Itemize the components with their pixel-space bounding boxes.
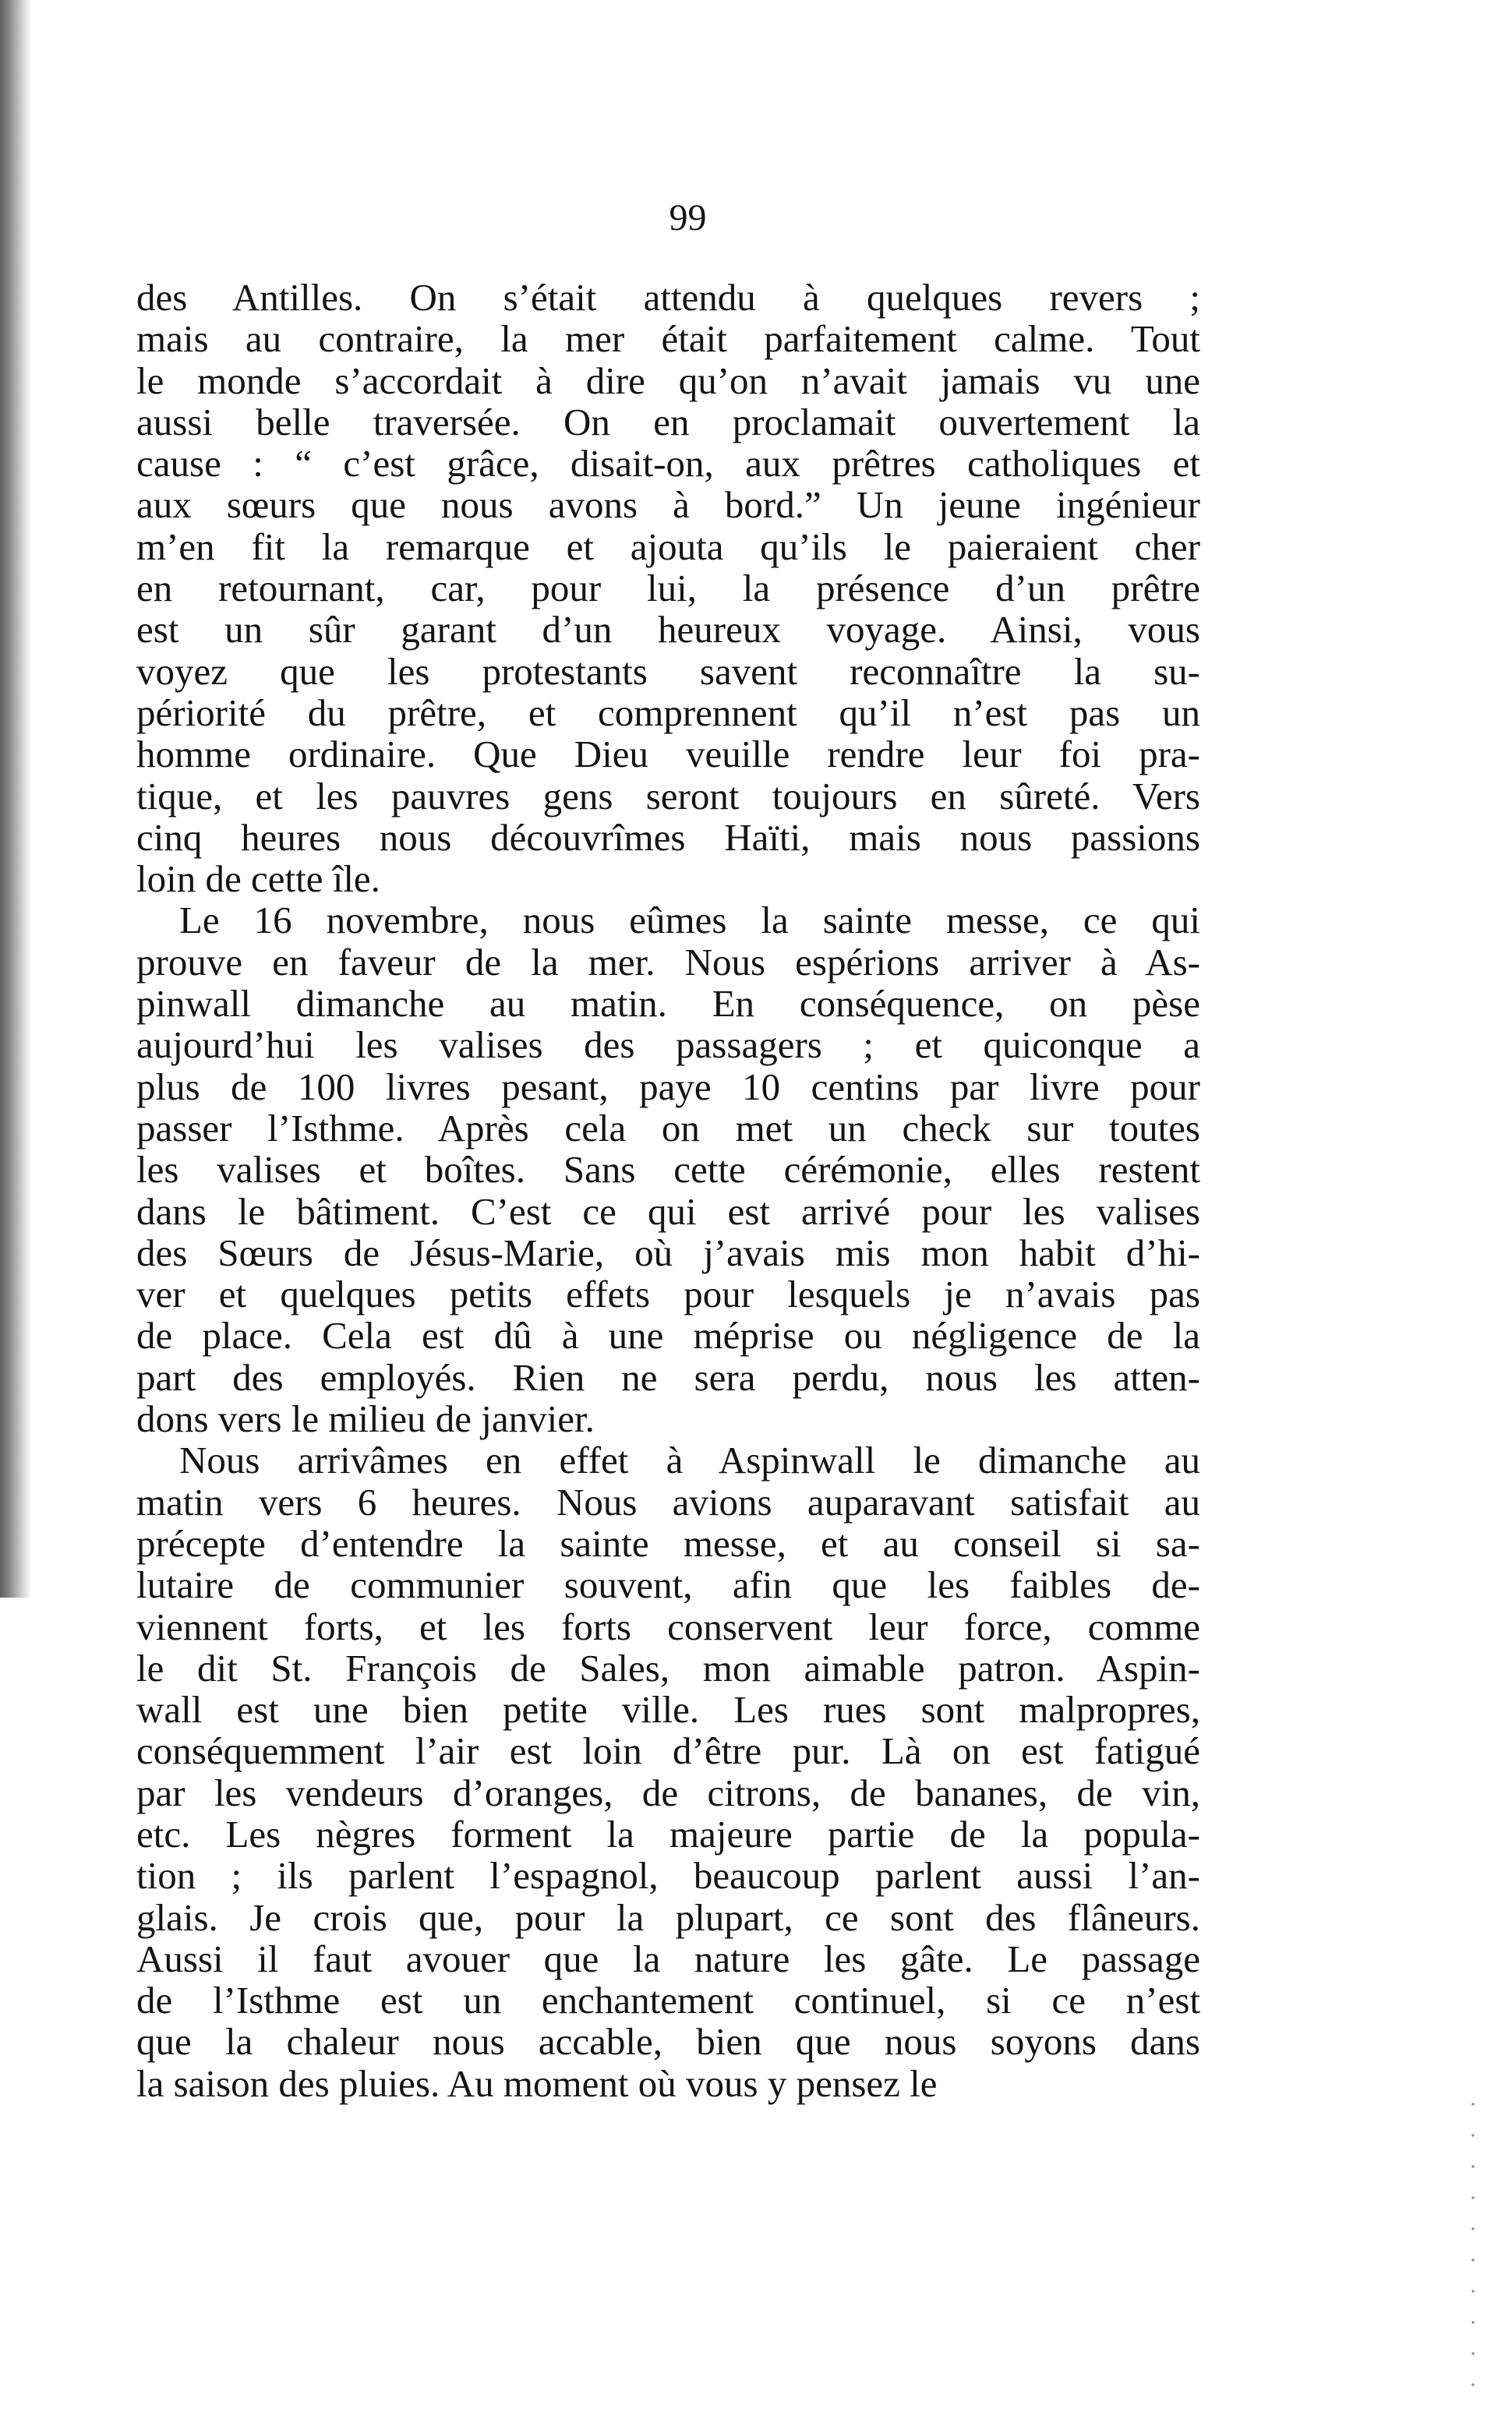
text-line: cinq heures nous découvrîmes Haïti, mais nous passions xyxy=(136,815,1200,859)
text-line: tion ; ils parlent l’espagnol, beaucoup parlent aussi l’an- xyxy=(136,1854,1200,1898)
text-line: aux sœurs que nous avons à bord.” Un jeune ingénieur xyxy=(136,483,1200,527)
text-line: des Sœurs de Jésus-Marie, où j’avais mis mon habit d’hi- xyxy=(136,1231,1200,1274)
text-line: mais au contraire, la mer était parfaitement calme. Tout xyxy=(136,317,1200,361)
text-line: conséquemment l’air est loin d’être pur. Là on est fatigué xyxy=(136,1729,1200,1773)
text-line: viennent forts, et les forts conservent leur force, comme xyxy=(136,1605,1200,1648)
text-line: glais. Je crois que, pour la plupart, ce sont des flâneurs. xyxy=(136,1895,1200,1939)
text-line: lutaire de communier souvent, afin que les faibles de- xyxy=(136,1563,1200,1607)
text-line: voyez que les protestants savent reconnaître la su- xyxy=(136,649,1200,693)
paragraph xyxy=(136,1439,1200,2104)
text-line: dans le bâtiment. C’est ce qui est arrivé pour les valises xyxy=(136,1189,1200,1233)
text-line: de l’Isthme est un enchantement continuel, si ce n’est xyxy=(136,1979,1200,2022)
text-line: loin de cette île. xyxy=(136,857,380,901)
text-line: périorité du prêtre, et comprennent qu’il n’est pas un xyxy=(136,690,1200,734)
text-line: ver et quelques petits effets pour lesquels je n’avais pas xyxy=(136,1273,1200,1316)
text-line: pinwall dimanche au matin. En conséquence, on pèse xyxy=(136,982,1200,1026)
text-line: aujourd’hui les valises des passagers ; et quiconque a xyxy=(136,1023,1200,1067)
text-line: part des employés. Rien ne sera perdu, nous les atten- xyxy=(136,1355,1200,1399)
text-line: en retournant, car, pour lui, la présence d’un prêtre xyxy=(136,567,1200,610)
paragraph xyxy=(136,277,1200,899)
text-line: le monde s’accordait à dire qu’on n’avait jamais vu une xyxy=(136,358,1200,402)
text-line: cause : “ c’est grâce, disait-on, aux prêtres catholiques et xyxy=(136,442,1200,486)
text-line: précepte d’entendre la sainte messe, et au conseil si sa- xyxy=(136,1521,1200,1565)
text-line: Le 16 novembre, nous eûmes la sainte messe, ce qui xyxy=(179,899,1200,942)
text-line: tique, et les pauvres gens seront toujours en sûreté. Vers xyxy=(136,774,1200,818)
text-line: des Antilles. On s’était attendu à quelques revers ; xyxy=(136,276,1200,319)
page-number: 99 xyxy=(669,197,707,238)
text-line: passer l’Isthme. Après cela on met un check sur toutes xyxy=(136,1106,1200,1149)
text-line: Nous arrivâmes en effet à Aspinwall le dimanche au xyxy=(179,1439,1200,1482)
text-line: est un sûr garant d’un heureux voyage. Ainsi, vous xyxy=(136,608,1200,652)
text-line: etc. Les nègres forment la majeure partie de la popula- xyxy=(136,1812,1200,1856)
text-line: m’en fit la remarque et ajouta qu’ils le paieraient cher xyxy=(136,524,1200,568)
text-line: le dit St. François de Sales, mon aimable patron. Aspin- xyxy=(136,1646,1200,1690)
text-line: matin vers 6 heures. Nous avions auparavant satisfait au xyxy=(136,1480,1200,1524)
text-line: homme ordinaire. Que Dieu veuille rendre leur foi pra- xyxy=(136,733,1200,776)
text-body xyxy=(136,277,1200,2104)
text-line: de place. Cela est dû à une méprise ou négligence de la xyxy=(136,1314,1200,1358)
margin-specks xyxy=(1465,2089,1481,2400)
text-line: la saison des pluies. Au moment où vous y pensez le xyxy=(136,2061,938,2105)
text-line: par les vendeurs d’oranges, de citrons, de bananes, de vin, xyxy=(136,1771,1200,1814)
paragraph xyxy=(136,899,1200,1439)
text-line: les valises et boîtes. Sans cette cérémonie, elles restent xyxy=(136,1148,1200,1192)
text-line: prouve en faveur de la mer. Nous espérions arriver à As- xyxy=(136,940,1200,984)
text-line: wall est une bien petite ville. Les rues sont malpropres, xyxy=(136,1688,1200,1732)
text-line: que la chaleur nous accable, bien que nous soyons dans xyxy=(136,2020,1200,2064)
text-line: aussi belle traversée. On en proclamait ouvertement la xyxy=(136,400,1200,443)
text-line: plus de 100 livres pesant, paye 10 centins par livre pour xyxy=(136,1065,1200,1108)
text-line: Aussi il faut avouer que la nature les gâte. Le passage xyxy=(136,1937,1200,1980)
text-line: dons vers le milieu de janvier. xyxy=(136,1397,595,1441)
